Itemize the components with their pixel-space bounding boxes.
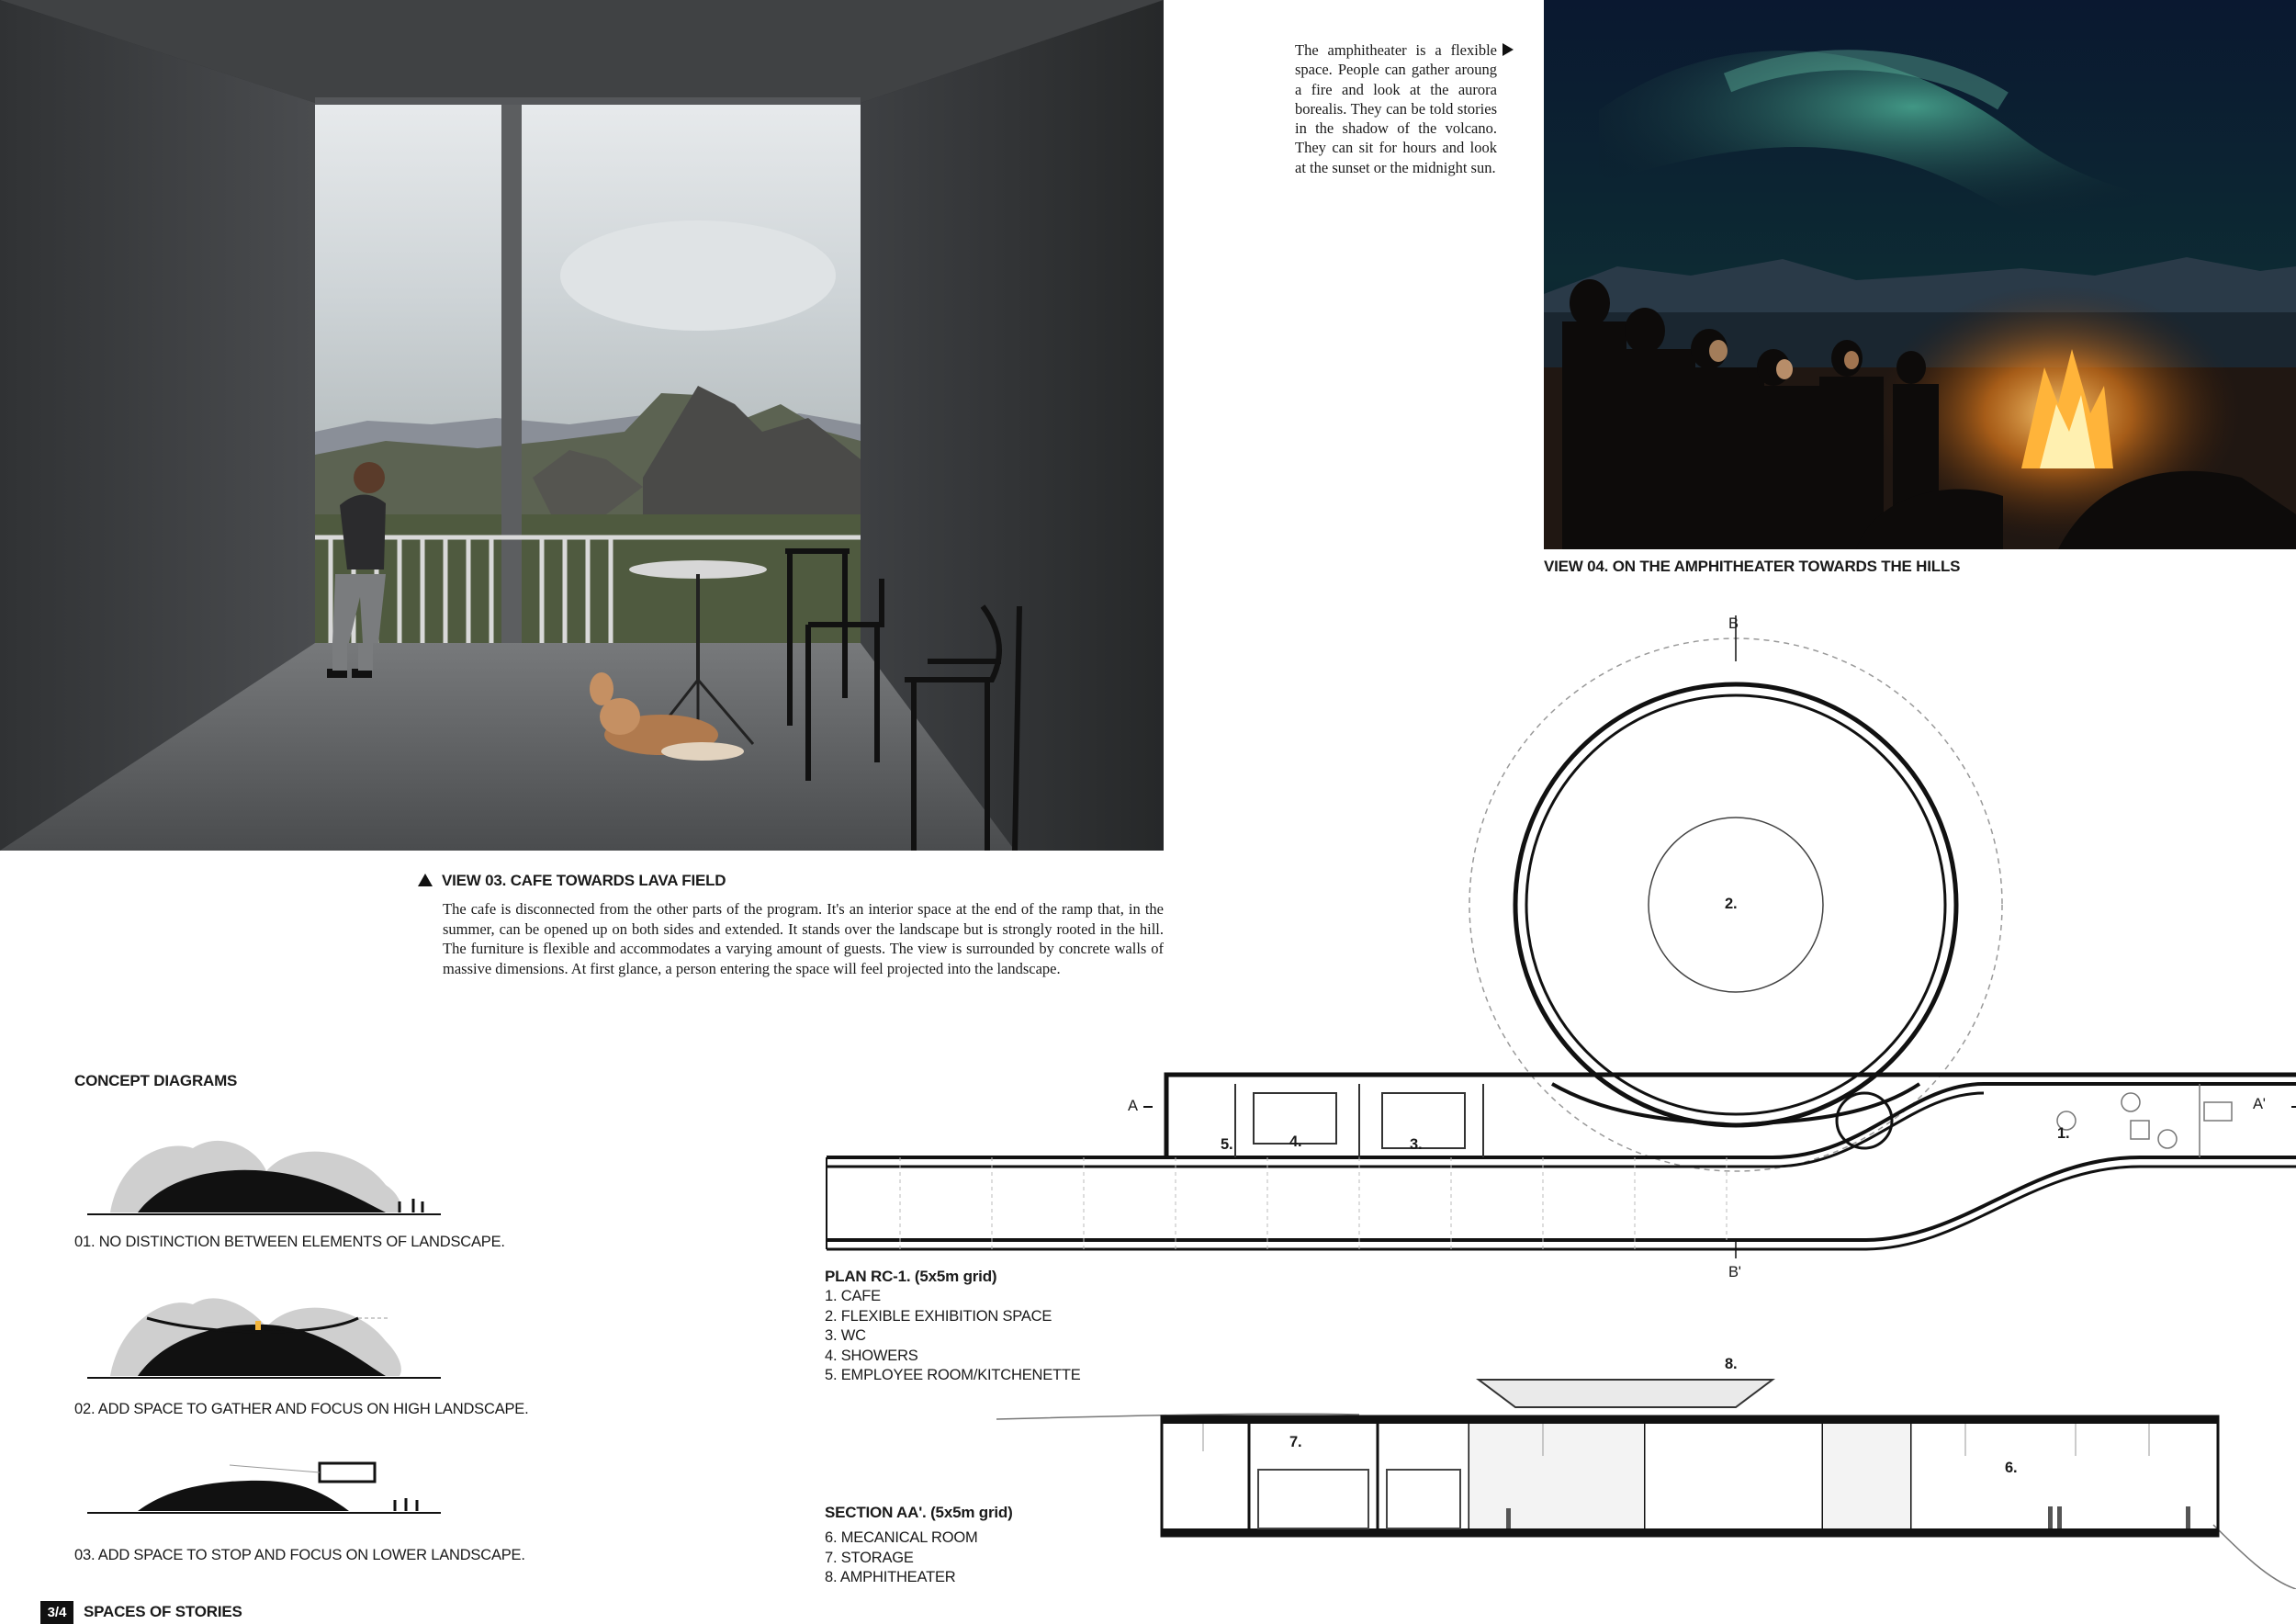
section-marker-7: 7. bbox=[1289, 1434, 1302, 1450]
plan-legend-item: 4. SHOWERS bbox=[825, 1347, 918, 1364]
plan-marker-4: 4. bbox=[1289, 1133, 1302, 1150]
concept-diagram-2 bbox=[83, 1286, 450, 1382]
view04-caption: VIEW 04. ON THE AMPHITHEATER TOWARDS THE HILLS bbox=[1544, 558, 1961, 575]
section-mark-b: B bbox=[1728, 615, 1739, 632]
section-title: SECTION AA'. (5x5m grid) bbox=[825, 1504, 1013, 1521]
cafe-description: The cafe is disconnected from the other parts of the program. It's an interior space at the end of the ramp that, in the summer, can be opened up on both sides and extended. It stands over the landscape but is strongly rooted in the hill. The furniture is flexible and accommodates a varying amount of guests. The view is surrounded by concrete walls of massive dimensions. At first glance, a person entering the space will feel projected into the landscape. bbox=[443, 900, 1164, 977]
plan-title: PLAN RC-1. (5x5m grid) bbox=[825, 1268, 997, 1285]
section-mark-a-prime: A' bbox=[2253, 1096, 2266, 1112]
plan-legend-item: 2. FLEXIBLE EXHIBITION SPACE bbox=[825, 1307, 1052, 1325]
section-legend bbox=[825, 1528, 978, 1588]
plan-marker-1: 1. bbox=[2057, 1125, 2070, 1142]
plan-legend-item: 1. CAFE bbox=[825, 1288, 881, 1304]
amphitheater-night-illustration bbox=[1544, 0, 2296, 549]
plan-marker-3: 3. bbox=[1410, 1136, 1423, 1153]
plan-legend-item: 3. WC bbox=[825, 1327, 866, 1344]
section-marker-6: 6. bbox=[2005, 1460, 2018, 1476]
triangle-right-icon bbox=[1503, 43, 1514, 56]
concept-item-2: 02. ADD SPACE TO GATHER AND FOCUS ON HIGH LANDSCAPE. bbox=[74, 1401, 529, 1417]
view03-caption: VIEW 03. CAFE TOWARDS LAVA FIELD bbox=[442, 872, 726, 889]
page-number: 3/4 bbox=[40, 1601, 73, 1624]
plan-marker-5: 5. bbox=[1221, 1136, 1233, 1153]
plan-legend-item: 5. EMPLOYEE ROOM/KITCHENETTE bbox=[825, 1367, 1081, 1383]
section-mark-b-prime: B' bbox=[1728, 1264, 1741, 1280]
section-mark-a: A bbox=[1128, 1098, 1138, 1114]
concept-item-3: 03. ADD SPACE TO STOP AND FOCUS ON LOWER LANDSCAPE. bbox=[74, 1547, 525, 1563]
amphitheater-description: The amphitheater is a flexible space. People can gather aroung a fire and look at the aurora borealis. They can be told stories in the shadow of the volcano. They can sit for hours and look at the sunset or the midnight sun. bbox=[1295, 41, 1497, 176]
concept-diagram-1 bbox=[83, 1121, 450, 1222]
section-drawing bbox=[992, 1369, 2296, 1589]
concept-heading: CONCEPT DIAGRAMS bbox=[74, 1072, 238, 1089]
section-legend-item: 7. STORAGE bbox=[825, 1549, 914, 1566]
concept-item-1: 01. NO DISTINCTION BETWEEN ELEMENTS OF LANDSCAPE. bbox=[74, 1234, 505, 1250]
section-legend-item: 8. AMPHITHEATER bbox=[825, 1569, 956, 1585]
triangle-up-icon bbox=[418, 874, 433, 886]
section-marker-8: 8. bbox=[1725, 1356, 1738, 1372]
plan-drawing bbox=[808, 606, 2296, 1286]
view04-render bbox=[1544, 0, 2296, 549]
plan-marker-2: 2. bbox=[1725, 896, 1738, 912]
sheet-title: SPACES OF STORIES bbox=[84, 1603, 242, 1620]
section-legend-item: 6. MECANICAL ROOM bbox=[825, 1529, 978, 1546]
concept-diagram-3 bbox=[83, 1456, 450, 1516]
